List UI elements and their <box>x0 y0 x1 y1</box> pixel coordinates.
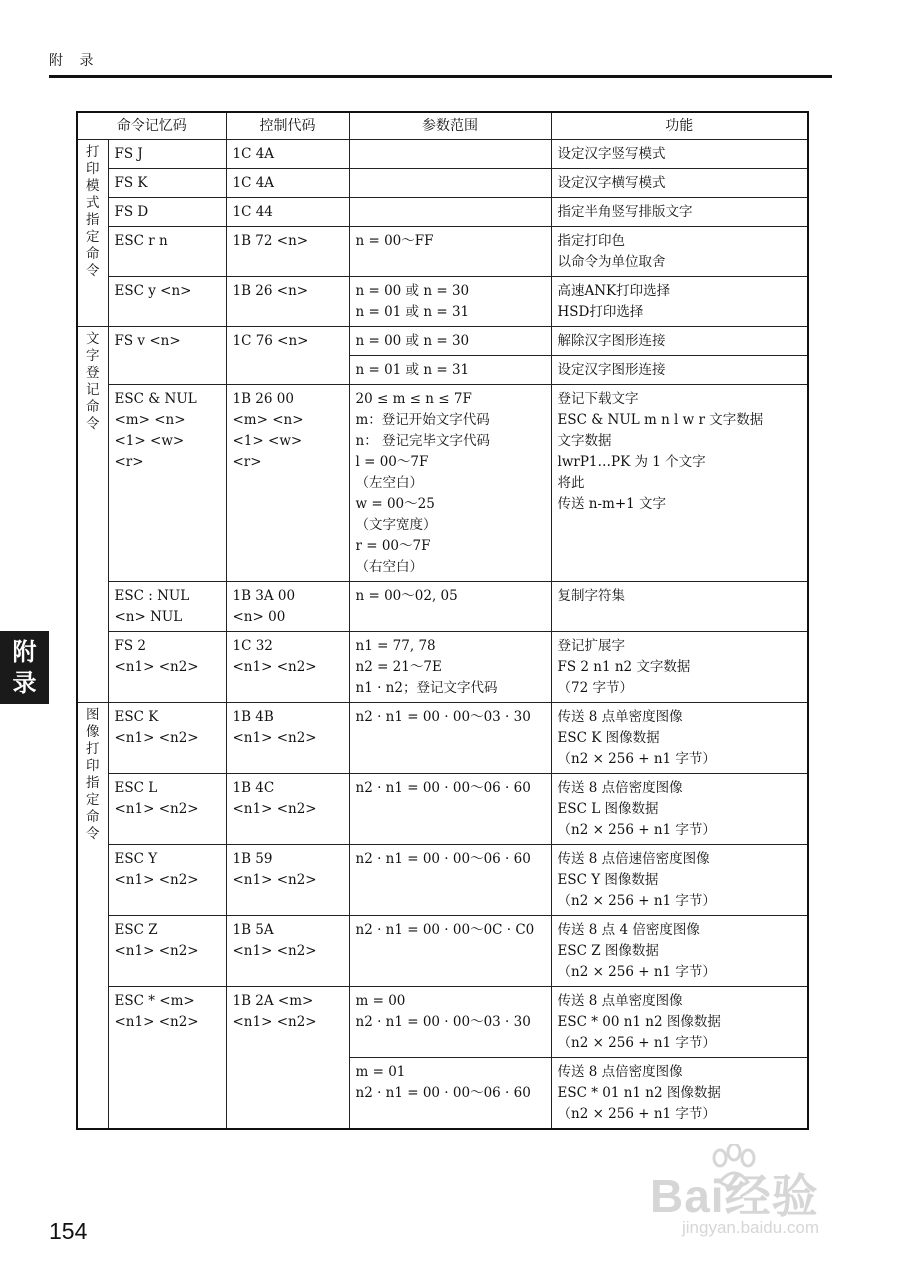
function-cell: 设定汉字竖写模式 <box>551 140 808 169</box>
function-cell: 传送 8 点单密度图像 ESC * 00 n1 n2 图像数据 （n2 × 256 + n1 字节） <box>551 987 808 1058</box>
function-cell: 传送 8 点倍速倍密度图像 ESC Y 图像数据 （n2 × 256 + n1 字节） <box>551 845 808 916</box>
column-header: 控制代码 <box>226 112 349 140</box>
mnemonic-cell: ESC Z <n1> <n2> <box>108 916 226 987</box>
mnemonic-cell: FS K <box>108 169 226 198</box>
command-table <box>76 111 809 1130</box>
function-cell: 传送 8 点倍密度图像 ESC * 01 n1 n2 图像数据 （n2 × 256 + n1 字节） <box>551 1058 808 1130</box>
function-cell: 指定半角竖写排版文字 <box>551 198 808 227</box>
parameter-cell: n2 · n1 = 00 · 00～0C · C0 <box>349 916 551 987</box>
header-rule <box>49 75 832 78</box>
function-cell: 复制字符集 <box>551 582 808 632</box>
table-row <box>77 987 808 1058</box>
function-cell: 指定打印色 以命令为单位取舍 <box>551 227 808 277</box>
control-code-cell: 1C 32 <n1> <n2> <box>226 632 349 703</box>
parameter-cell: n = 00～FF <box>349 227 551 277</box>
control-code-cell: 1B 3A 00 <n> 00 <box>226 582 349 632</box>
parameter-cell: n2 · n1 = 00 · 00～06 · 60 <box>349 845 551 916</box>
mnemonic-cell: FS 2 <n1> <n2> <box>108 632 226 703</box>
table-row <box>77 385 808 582</box>
control-code-cell: 1C 44 <box>226 198 349 227</box>
control-code-cell: 1C 4A <box>226 169 349 198</box>
table-row <box>77 845 808 916</box>
group-label: 打 印 模 式 指 定 命 令 <box>77 140 108 327</box>
side-tab-label: 附录 <box>12 638 37 697</box>
parameter-cell: 20 ≤ m ≤ n ≤ 7F m：登记开始文字代码 n： 登记完毕文字代码 l = 00～7F （左空白） w = 00～25 （文字宽度） r = 00～7F （右空白） <box>349 385 551 582</box>
running-header: 附 录 <box>49 53 100 69</box>
mnemonic-cell: ESC & NUL <m> <n> <1> <w> <r> <box>108 385 226 582</box>
group-label: 文 字 登 记 命 令 <box>77 327 108 703</box>
parameter-cell: n = 00 或 n = 30 n = 01 或 n = 31 <box>349 277 551 327</box>
mnemonic-cell: ESC L <n1> <n2> <box>108 774 226 845</box>
mnemonic-cell: FS J <box>108 140 226 169</box>
page-number: 154 <box>49 1218 88 1244</box>
function-cell: 高速ANK打印选择 HSD打印选择 <box>551 277 808 327</box>
column-header: 参数范围 <box>349 112 551 140</box>
section-side-tab <box>0 631 49 704</box>
parameter-cell <box>349 140 551 169</box>
function-cell: 设定汉字横写模式 <box>551 169 808 198</box>
parameter-cell: m = 00 n2 · n1 = 00 · 00～03 · 30 <box>349 987 551 1058</box>
watermark-url: jingyan.baidu.com <box>682 1218 820 1237</box>
table-row <box>77 140 808 169</box>
control-code-cell: 1B 4C <n1> <n2> <box>226 774 349 845</box>
group-label: 图 像 打 印 指 定 命 令 <box>77 703 108 1130</box>
control-code-cell: 1B 59 <n1> <n2> <box>226 845 349 916</box>
function-cell: 登记扩展字 FS 2 n1 n2 文字数据 （72 字节） <box>551 632 808 703</box>
watermark <box>620 1140 880 1250</box>
table-header-row <box>77 112 808 140</box>
parameter-cell: n = 01 或 n = 31 <box>349 356 551 385</box>
control-code-cell: 1B 5A <n1> <n2> <box>226 916 349 987</box>
control-code-cell: 1C 4A <box>226 140 349 169</box>
mnemonic-cell: FS D <box>108 198 226 227</box>
mnemonic-cell: ESC * <m> <n1> <n2> <box>108 987 226 1130</box>
parameter-cell <box>349 169 551 198</box>
parameter-cell: n2 · n1 = 00 · 00～06 · 60 <box>349 774 551 845</box>
mnemonic-cell: ESC y <n> <box>108 277 226 327</box>
control-code-cell: 1B 26 00 <m> <n> <1> <w> <r> <box>226 385 349 582</box>
control-code-cell: 1B 26 <n> <box>226 277 349 327</box>
parameter-cell: n1 = 77, 78 n2 = 21～7E n1 · n2；登记文字代码 <box>349 632 551 703</box>
parameter-cell: n2 · n1 = 00 · 00～03 · 30 <box>349 703 551 774</box>
mnemonic-cell: ESC K <n1> <n2> <box>108 703 226 774</box>
function-cell: 传送 8 点倍密度图像 ESC L 图像数据 （n2 × 256 + n1 字节） <box>551 774 808 845</box>
column-header: 命令记忆码 <box>77 112 226 140</box>
column-header: 功能 <box>551 112 808 140</box>
table-row <box>77 916 808 987</box>
control-code-cell: 1C 76 <n> <box>226 327 349 385</box>
table-row <box>77 227 808 277</box>
function-cell: 传送 8 点 4 倍密度图像 ESC Z 图像数据 （n2 × 256 + n1 字节） <box>551 916 808 987</box>
table-row <box>77 703 808 774</box>
table-row <box>77 169 808 198</box>
function-cell: 解除汉字图形连接 <box>551 327 808 356</box>
control-code-cell: 1B 72 <n> <box>226 227 349 277</box>
parameter-cell: m = 01 n2 · n1 = 00 · 00～06 · 60 <box>349 1058 551 1130</box>
watermark-brand: Bai经验 <box>650 1170 819 1222</box>
function-cell: 设定汉字图形连接 <box>551 356 808 385</box>
mnemonic-cell: ESC Y <n1> <n2> <box>108 845 226 916</box>
control-code-cell: 1B 2A <m> <n1> <n2> <box>226 987 349 1130</box>
table-row <box>77 327 808 356</box>
parameter-cell <box>349 198 551 227</box>
mnemonic-cell: ESC : NUL <n> NUL <box>108 582 226 632</box>
function-cell: 传送 8 点单密度图像 ESC K 图像数据 （n2 × 256 + n1 字节） <box>551 703 808 774</box>
function-cell: 登记下载文字 ESC & NUL m n l w r 文字数据 文字数据 lwrP1…PK 为 1 个文字 将此 传送 n-m+1 文字 <box>551 385 808 582</box>
table-row <box>77 277 808 327</box>
table-row <box>77 774 808 845</box>
mnemonic-cell: ESC r n <box>108 227 226 277</box>
mnemonic-cell: FS v <n> <box>108 327 226 385</box>
table-row <box>77 632 808 703</box>
table-row <box>77 198 808 227</box>
control-code-cell: 1B 4B <n1> <n2> <box>226 703 349 774</box>
table-row <box>77 582 808 632</box>
parameter-cell: n = 00 或 n = 30 <box>349 327 551 356</box>
parameter-cell: n = 00～02, 05 <box>349 582 551 632</box>
